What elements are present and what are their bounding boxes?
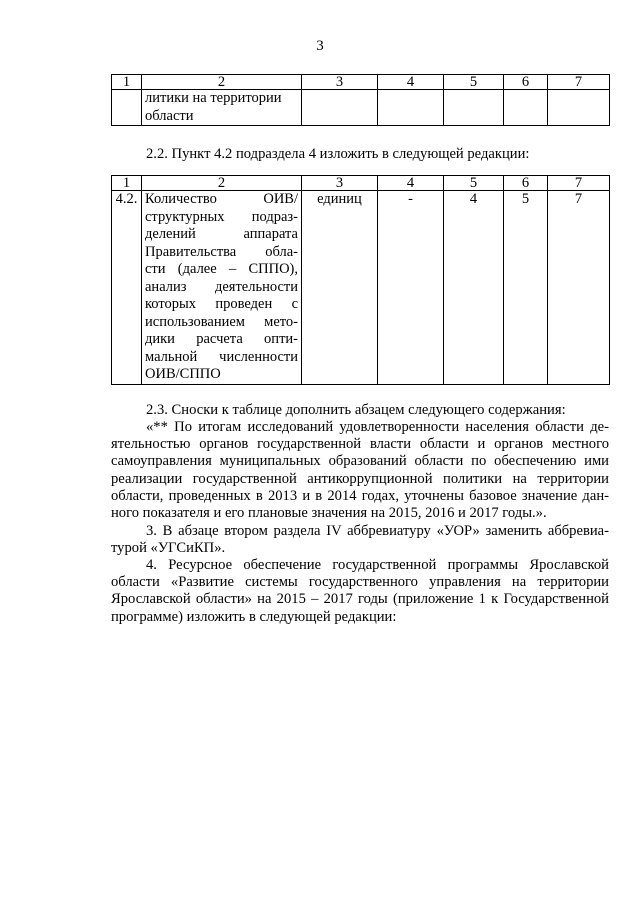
header-cell: 1 — [112, 176, 142, 191]
cell-line: литики на территории — [145, 90, 282, 106]
cell-line: области — [145, 107, 194, 124]
cell-num: 4.2. — [112, 191, 142, 385]
cell-line: делений аппарата — [145, 226, 298, 242]
text-line: турой «УГСиКП». — [111, 540, 226, 557]
header-cell: 3 — [302, 176, 378, 191]
cell-line: Правительства обла- — [145, 243, 298, 260]
cell-value: 5 — [504, 191, 548, 385]
text-line: самоуправления муниципальных образований области по обеспечению ими — [111, 453, 609, 470]
cell-line: структурных подраз- — [145, 208, 298, 225]
cell-line: Количество ОИВ/ — [145, 191, 298, 207]
header-cell: 7 — [548, 176, 610, 191]
text-line: ного показателя и его плановые значения на 2015, 2016 и 2017 годы.». — [111, 505, 547, 522]
table-continuation — [111, 74, 610, 126]
cell-value — [378, 90, 444, 126]
header-cell: 6 — [504, 75, 548, 90]
text-line: области «Развитие системы государственного управления на территории — [111, 574, 609, 591]
cell-value — [444, 90, 504, 126]
table-row — [112, 191, 610, 385]
text-line: 4. Ресурсное обеспечение государственной программы Ярославской — [146, 557, 609, 573]
header-cell: 1 — [112, 75, 142, 90]
header-cell: 6 — [504, 176, 548, 191]
page-number: 3 — [316, 38, 324, 54]
cell-value: - — [378, 191, 444, 385]
cell-line: дики расчета опти- — [145, 331, 298, 347]
text-line: области, проведенных в 2013 и в 2014 годах, уточнены базовое значение дан- — [111, 487, 609, 504]
cell-line: мальной численности — [145, 348, 298, 365]
cell-line: сти (далее – СППО), — [145, 261, 298, 277]
cell-value: 7 — [548, 191, 610, 385]
cell-unit — [302, 90, 378, 126]
table-header-row — [112, 75, 610, 90]
header-cell: 5 — [444, 176, 504, 191]
cell-num — [112, 90, 142, 126]
cell-line: которых проведен с — [145, 296, 298, 312]
header-cell: 7 — [548, 75, 610, 90]
header-cell: 4 — [378, 75, 444, 90]
text-line: «** По итогам исследований удовлетворенности населения области де- — [146, 419, 609, 435]
paragraph-2-2: 2.2. Пункт 4.2 подраздела 4 изложить в следующей редакции: — [146, 146, 530, 162]
header-cell: 2 — [142, 176, 302, 191]
cell-name — [142, 90, 302, 126]
cell-name — [142, 191, 302, 385]
header-cell: 2 — [142, 75, 302, 90]
cell-value — [548, 90, 610, 126]
table-row — [112, 90, 610, 126]
header-cell: 5 — [444, 75, 504, 90]
text-line: программе) изложить в следующей редакции: — [111, 608, 397, 625]
table-header-row — [112, 176, 610, 191]
text-line: реализации государственной антикоррупционной политики на территории — [111, 470, 609, 487]
text-line: 3. В абзаце втором раздела IV аббревиатуру «УОР» заменить аббревиа- — [146, 523, 609, 539]
cell-line: использованием мето- — [145, 313, 298, 330]
footnote-paragraph — [111, 419, 609, 522]
text-line: ятельностью органов государственной власти области и органов местного — [111, 436, 609, 453]
paragraph-4 — [111, 557, 609, 626]
cell-value: 4 — [444, 191, 504, 385]
table-indicator — [111, 175, 610, 385]
paragraph-3 — [111, 523, 609, 557]
header-cell: 4 — [378, 176, 444, 191]
header-cell: 3 — [302, 75, 378, 90]
paragraph-2-3: 2.3. Сноски к таблице дополнить абзацем следующего содержания: — [146, 402, 566, 418]
cell-value — [504, 90, 548, 126]
cell-line: анализ деятельности — [145, 278, 298, 295]
cell-line: ОИВ/СППО — [145, 366, 221, 382]
text-line: Ярославской области» на 2015 – 2017 годы (приложение 1 к Государственной — [111, 591, 609, 608]
cell-unit: единиц — [302, 191, 378, 385]
